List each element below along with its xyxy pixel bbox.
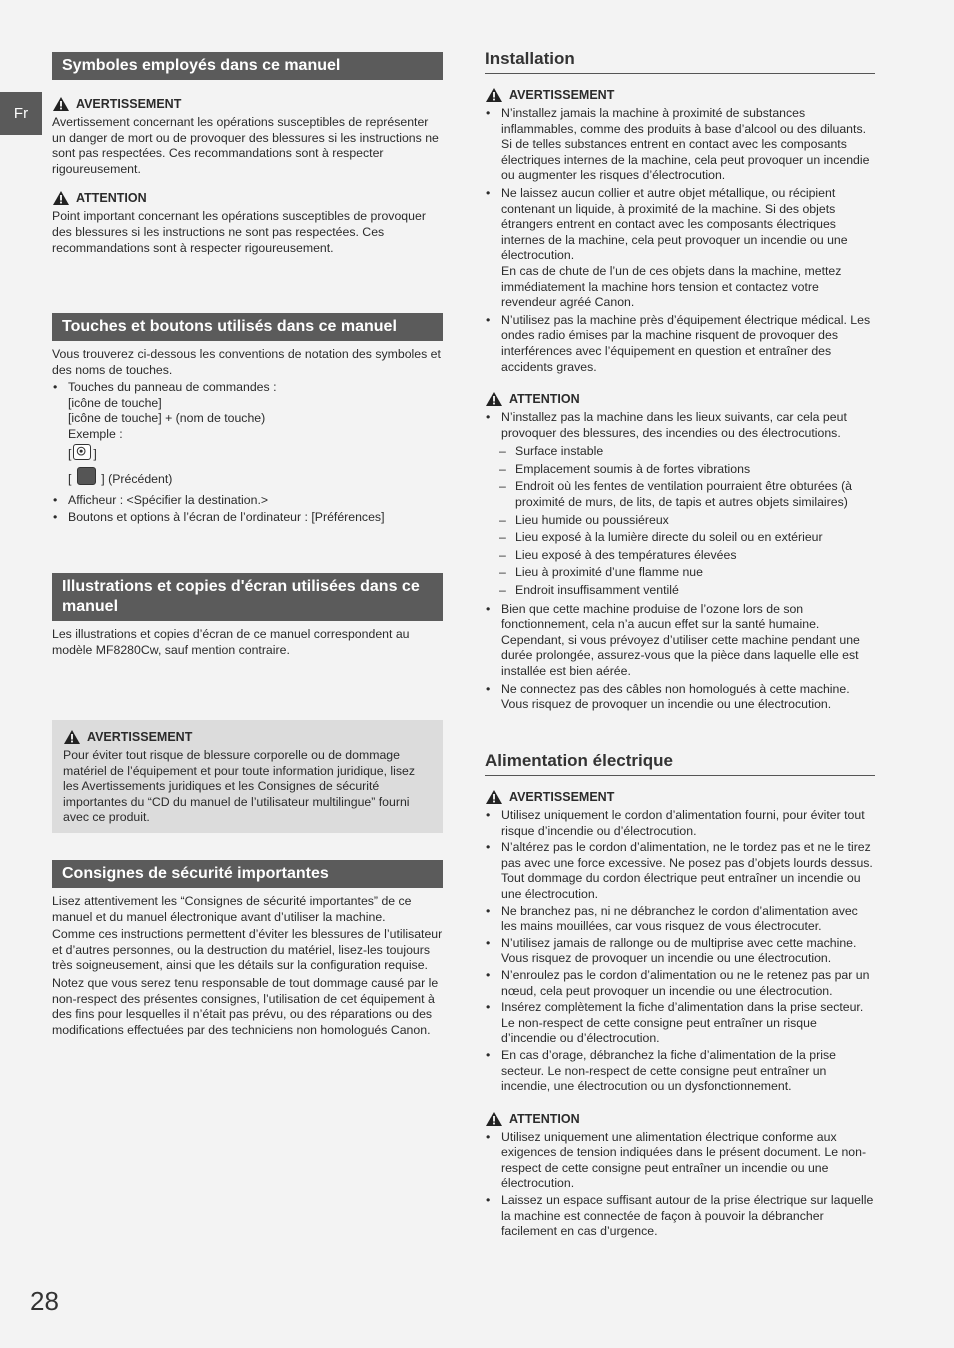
caution-triangle-icon [52,190,70,206]
installation-warnings [485,106,875,375]
warning-label: AVERTISSEMENT [87,730,193,744]
language-tab: Fr [0,92,42,135]
section-title: Installation [485,49,875,74]
list-item: • Laissez un espace suffisant autour de la prise électrique sur laquelle la machine est connectée de façon à pouvoir la débrancher facilement en cas d’urgence. [485,1193,875,1240]
warning-heading [52,96,443,112]
bracket: ] [93,446,97,461]
example-back-key [68,467,443,488]
warning-heading [485,87,875,103]
places-list [485,444,875,598]
caution-text: Point important concernant les opérations susceptibles de provoquer des blessures si les instructions ne sont pas respectées. Ces recommandations sont à respecter rigoureusement. [52,209,426,255]
list-item: • N’installez jamais la machine à proximité de substances inflammables, comme des produits à base d’alcool ou des diluants. Si de telles substances entrent en contact avec les composants électriques internes de la machine, cela peut provoquer un incendie ou augmenter les risques d’électrocution. [485,106,875,184]
box-text: Pour éviter tout risque de blessure corporelle ou de dommage matériel de l’équipement et pour toute information juridique, lisez les Avertissements juridiques et les Consignes de sécurité importantes du “CD du manuel de l’utilisateur multilingue” fourni avec ce produit. [63,748,416,825]
caution-label: ATTENTION [76,191,147,206]
warning-label: AVERTISSEMENT [509,790,615,804]
list-item: • N’installez pas la machine dans les lieux suivants, car cela peut provoquer des blessures, des incendies ou des électrocutions. [485,410,875,441]
section-title: Consignes de sécurité importantes [52,860,443,888]
places-wrapper [485,444,875,598]
caution-heading [485,391,875,407]
installation-cautions [485,410,875,713]
caution-heading [485,1111,875,1127]
list-item: • Utilisez uniquement le cordon d’alimentation fourni, pour éviter tout risque d’incendie ou d’électrocution. [485,808,875,839]
page-number: 28 [30,1286,59,1316]
list-item: • Utilisez uniquement une alimentation électrique conforme aux exigences de tension indiquées dans le présent document. Le non-respect de cette consigne peut entraîner un incendie ou une électrocution. [485,1130,875,1192]
section-illustrations [52,573,443,658]
list-item: • Ne connectez pas des câbles non homologués à cette machine. Vous risquez de provoquer un incendie ou une électrocution. [485,682,875,713]
item-text: • Ne laissez aucun collier et autre objet métallique, ou récipient contenant un liquide, à proximité de la machine. Si des objets étrangers entrent en contact avec les composants électriques internes de la machine, cela peut provoquer un incendie ou une électrocution. [501,185,848,263]
menu-key-icon [73,444,91,460]
consignes-paragraph: Notez que vous serez tenu responsable de tout dommage causé par le non-respect des présentes consignes, l’utilisation de cet équipement à des fins pour lesquelles il n’était pas prévu, ou des réparations ou des modifications effectuées par des techniciens non homologués Canon. [52,975,439,1037]
caution-triangle-icon [485,391,503,407]
list-item: • N’enroulez pas le cordon d’alimentation ou ne le retenez pas par un nœud, cela peut provoquer un incendie ou une électrocution. [485,968,875,999]
warning-text: Avertissement concernant les opérations susceptibles de représenter un danger de mort ou de provoquer des blessures si les instructions ne sont pas respectées. Ces recommandations sont à respecter rigoureusement. [52,115,439,176]
alimentation-cautions [485,1130,875,1240]
warning-triangle-icon [485,87,503,103]
item-text: [icône de touche] + (nom de touche) [68,411,266,426]
list-item: • N’utilisez pas la machine près d’équipement électrique médical. Les ondes radio émises par la machine risquent de provoquer des interférences avec l’équipement en question et entraîner des accidents graves. [485,313,875,375]
place-item: – Lieu exposé à la lumière directe du soleil ou en extérieur [485,530,875,546]
bracket: [ [68,446,72,461]
bracket: [ [68,472,72,487]
warning-heading [63,729,432,745]
example-menu-key [68,444,443,463]
section-touches [52,313,443,527]
touches-list [52,380,443,526]
list-item: • Boutons et options à l’écran de l’ordinateur : [Préférences] [52,510,443,526]
section-consignes [52,860,443,1038]
alimentation-warnings [485,808,875,1095]
warning-label: AVERTISSEMENT [509,88,615,102]
place-item: – Endroit insuffisamment ventilé [485,583,875,599]
section-installation [485,49,875,714]
list-item: • Insérez complètement la fiche d’alimentation dans la prise secteur. Le non-respect de cette consigne peut entraîner un risque d’incendie ou d’électrocution. [485,1000,875,1047]
place-item: – Surface instable [485,444,875,460]
item-text: En cas de chute de l’un de ces objets dans la machine, mettez immédiatement la machine hors tension et contactez votre revendeur agréé Canon. [501,263,842,310]
warning-triangle-icon [52,96,70,112]
warning-triangle-icon [485,789,503,805]
warning-heading [485,789,875,805]
list-item: • N’utilisez jamais de rallonge ou de multiprise avec cette machine. Vous risquez de provoquer un incendie ou une électrocution. [485,936,875,967]
section-title: Symboles employés dans ce manuel [52,52,443,80]
back-key-label: ] (Précédent) [101,472,173,487]
item-text: • Touches du panneau de commandes : [68,380,277,395]
section-title: Alimentation électrique [485,751,875,776]
place-item: – Lieu à proximité d’une flamme nue [485,565,875,581]
section-title: Illustrations et copies d'écran utilisées dans ce manuel [52,573,443,621]
touches-intro: Vous trouverez ci-dessous les conventions de notation des symboles et des noms de touches. [52,347,441,377]
list-item [52,380,443,488]
illustrations-text: Les illustrations et copies d’écran de ce manuel correspondent au modèle MF8280Cw, sauf mention contraire. [52,627,410,657]
list-item: • Ne branchez pas, ni ne débranchez le cordon d’alimentation avec les mains mouillées, car vous risquez de vous électrocuter. [485,904,875,935]
consignes-paragraph: Comme ces instructions permettent d’éviter les blessures de l’utilisateur et d’autres personnes, ou la destruction du matériel, lisez-les toujours très soigneusement, ainsi que les détails sur la configuration requise. [52,927,443,973]
place-item: – Endroit où les fentes de ventilation pourraient être obturées (à proximité de murs, de lits, de tapis et autres objets similaires) [485,479,875,510]
item-text: Exemple : [68,426,123,441]
caution-triangle-icon [485,1111,503,1127]
list-item [485,186,875,311]
section-symboles [52,52,443,256]
place-item: – Lieu humide ou poussiéreux [485,513,875,529]
caution-heading [52,190,443,206]
warning-triangle-icon [63,729,81,745]
caution-label: ATTENTION [509,1111,580,1126]
legal-warning-box [52,720,443,833]
list-item: • Afficheur : <Spécifier la destination.> [52,493,443,509]
warning-label: AVERTISSEMENT [76,97,182,111]
section-title: Touches et boutons utilisés dans ce manuel [52,313,443,341]
place-item: – Emplacement soumis à de fortes vibrations [485,462,875,478]
place-item: – Lieu exposé à des températures élevées [485,548,875,564]
item-text: [icône de touche] [68,395,162,410]
consignes-paragraph: Lisez attentivement les “Consignes de sécurité importantes” de ce manuel et du manuel électronique avant d’utiliser la machine. [52,894,412,924]
list-item: • N’altérez pas le cordon d’alimentation, ne le tordez pas et ne le tirez pas avec une force excessive. Ne posez pas d’objets lourds dessus. Tout dommage du cordon électrique peut entraîner un incendie ou une électrocution. [485,840,875,902]
section-alimentation [485,751,875,1241]
caution-label: ATTENTION [509,392,580,407]
list-item: • Bien que cette machine produise de l’ozone lors de son fonctionnement, cela n’a aucun effet sur la santé humaine. Cependant, si vous prévoyez d’utiliser cette machine pendant une durée prolongée, assurez-vous que la pièce dans laquelle elle est installée est bien aérée. [485,602,875,680]
list-item: • En cas d’orage, débranchez la fiche d’alimentation de la prise secteur. Le non-respect de cette consigne peut entraîner un incendie, une électrocution ou un dysfonctionnement. [485,1048,875,1095]
back-key-icon [77,467,96,485]
